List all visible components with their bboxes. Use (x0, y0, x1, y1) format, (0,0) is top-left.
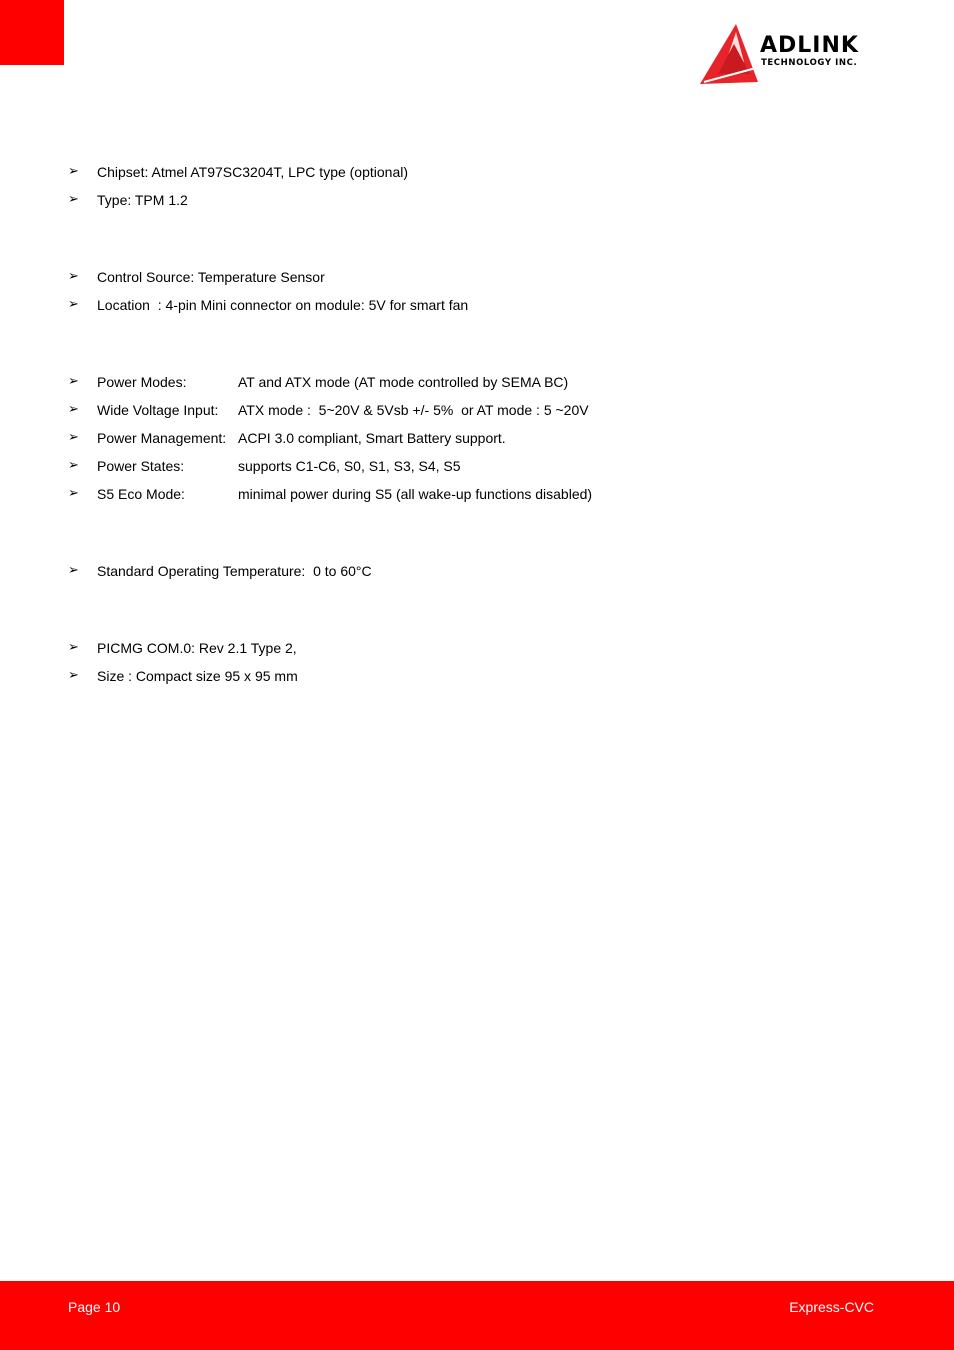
spec-label: Wide Voltage Input: (97, 402, 219, 418)
corner-accent-block (0, 0, 64, 65)
arrow-bullet-icon: ➢ (68, 668, 79, 683)
list-item-text: Standard Operating Temperature: 0 to 60°C (97, 563, 372, 579)
product-name: Express-CVC (789, 1299, 874, 1315)
spec-label: Power States: (97, 458, 185, 474)
list-item-text: Chipset: Atmel AT97SC3204T, LPC type (optional) (97, 164, 409, 180)
list-item (68, 638, 297, 658)
list-item-text: Control Source: Temperature Sensor (97, 269, 325, 285)
arrow-bullet-icon: ➢ (68, 486, 79, 501)
list-item (68, 267, 325, 287)
spec-value: supports C1-C6, S0, S1, S3, S4, S5 (238, 458, 461, 474)
list-item-text: Type: TPM 1.2 (97, 192, 188, 208)
logo-tagline: TECHNOLOGY INC. (761, 58, 858, 68)
spec-value: minimal power during S5 (all wake-up functions disabled) (238, 486, 593, 502)
list-item-text: Location : 4-pin Mini connector on module: 5V for smart fan (97, 297, 469, 313)
arrow-bullet-icon: ➢ (68, 269, 79, 284)
list-item (68, 456, 461, 476)
page-footer (0, 1281, 954, 1350)
list-item (68, 190, 188, 210)
arrow-bullet-icon: ➢ (68, 297, 79, 312)
spec-value: ACPI 3.0 compliant, Smart Battery support. (238, 430, 506, 446)
arrow-bullet-icon: ➢ (68, 402, 79, 417)
arrow-bullet-icon: ➢ (68, 458, 79, 473)
arrow-bullet-icon: ➢ (68, 374, 79, 389)
arrow-bullet-icon: ➢ (68, 640, 79, 655)
list-item (68, 295, 469, 315)
list-item (68, 484, 593, 504)
list-item (68, 666, 298, 686)
arrow-bullet-icon: ➢ (68, 192, 79, 207)
list-item (68, 162, 409, 182)
spec-label: Power Modes: (97, 374, 187, 390)
logo-wordmark: ADLINK (760, 33, 859, 58)
list-item (68, 400, 589, 420)
spec-label: Power Management: (97, 430, 227, 446)
spec-value: ATX mode : 5~20V & 5Vsb +/- 5% or AT mode : 5 ~20V (238, 402, 589, 418)
list-item (68, 428, 506, 448)
list-item (68, 372, 569, 392)
adlink-triangle-icon (700, 24, 760, 86)
arrow-bullet-icon: ➢ (68, 563, 79, 578)
list-item (68, 561, 372, 581)
arrow-bullet-icon: ➢ (68, 430, 79, 445)
page-number: Page 10 (68, 1299, 121, 1315)
list-item-text: Size : Compact size 95 x 95 mm (97, 668, 298, 684)
spec-label: S5 Eco Mode: (97, 486, 185, 502)
spec-value: AT and ATX mode (AT mode controlled by SEMA BC) (238, 374, 569, 390)
adlink-logo (700, 24, 890, 86)
list-item-text: PICMG COM.0: Rev 2.1 Type 2, (97, 640, 297, 656)
arrow-bullet-icon: ➢ (68, 164, 79, 179)
